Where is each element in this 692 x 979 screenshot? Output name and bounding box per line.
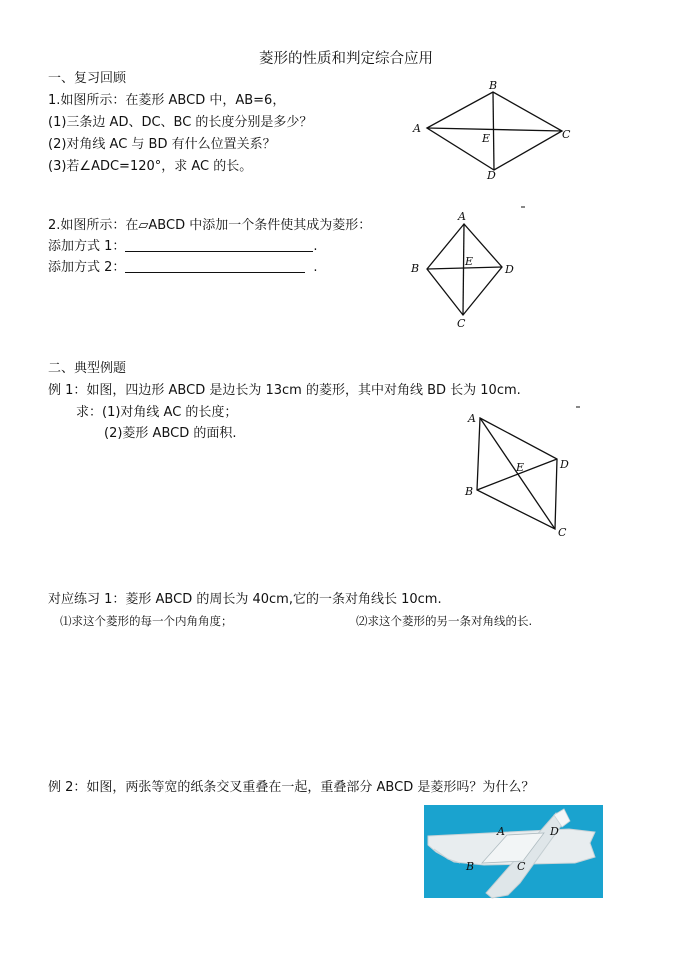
fig2-rhombus-diagram: [408, 206, 528, 334]
fig1-rhombus-diagram: [410, 78, 580, 183]
fig3-label-b: B: [465, 485, 474, 498]
practice1-part1: ⑴求这个菱形的每一个内角角度；: [60, 614, 233, 628]
ex2-stem: 例 2：如图，两张等宽的纸条交叉重叠在一起，重叠部分 ABCD 是菱形吗？为什么？: [48, 780, 535, 795]
practice1-part2: ⑵求这个菱形的另一条对角线的长.: [356, 614, 533, 628]
q2-way2: [48, 260, 318, 276]
way1-answer-blank[interactable]: [125, 239, 313, 252]
fig1-label-e: E: [482, 132, 491, 145]
practice1-stem: 对应练习 1：菱形 ABCD 的周长为 40cm,它的一条对角线长 10cm.: [48, 592, 442, 607]
fig4-label-c: C: [517, 860, 526, 873]
fig1-label-b: B: [489, 79, 498, 92]
page-title: 菱形的性质和判定综合应用: [259, 51, 433, 67]
fig4-label-a: A: [497, 825, 505, 838]
q2-stem-suffix: ABCD 中添加一个条件使其成为菱形：: [148, 218, 372, 233]
fig2-label-b: B: [411, 262, 420, 275]
way1-label: 添加方式 1：: [48, 239, 126, 254]
fig1-label-c: C: [562, 128, 571, 141]
way2-label: 添加方式 2：: [48, 260, 126, 275]
q1-part2: (2)对角线 AC 与 BD 有什么位置关系？: [48, 137, 276, 152]
fig4-paper-strips-image: [424, 805, 603, 898]
section2-heading: 二、典型例题: [48, 361, 127, 376]
ex1-ask1: 求：(1)对角线 AC 的长度；: [76, 405, 238, 420]
way2-answer-blank[interactable]: [125, 260, 305, 273]
q1-part1: (1)三条边 AD、DC、BC 的长度分别是多少？: [48, 115, 313, 130]
fig2-label-a: A: [458, 210, 466, 223]
fig3-rhombus-diagram: [460, 402, 585, 542]
way1-end: .: [313, 239, 318, 254]
q1-stem: 1.如图所示：在菱形 ABCD 中，AB=6，: [48, 93, 286, 108]
fig3-label-d: D: [560, 458, 569, 471]
fig3-label-a: A: [468, 412, 476, 425]
fig2-label-d: D: [505, 263, 514, 276]
ex1-ask2: (2)菱形 ABCD 的面积.: [104, 426, 237, 441]
parallelogram-symbol: ▱: [138, 218, 149, 233]
q2-stem-prefix: 2.如图所示：在: [48, 218, 139, 233]
section1-heading: 一、复习回顾: [48, 71, 127, 86]
ex1-stem: 例 1：如图，四边形 ABCD 是边长为 13cm 的菱形，其中对角线 BD 长为 10cm.: [48, 383, 521, 398]
fig4-label-b: B: [466, 860, 475, 873]
fig2-label-e: E: [465, 255, 474, 268]
fig1-label-a: A: [413, 122, 421, 135]
q1-part3: (3)若∠ADC=120°，求 AC 的长。: [48, 159, 253, 174]
fig3-label-e: E: [516, 461, 525, 474]
way2-end: .: [313, 260, 318, 275]
fig3-label-c: C: [558, 526, 567, 539]
q2-stem: [48, 218, 371, 234]
fig2-label-c: C: [457, 317, 466, 330]
fig1-label-d: D: [487, 169, 496, 182]
fig4-label-d: D: [550, 825, 559, 838]
q2-way1: [48, 239, 318, 255]
